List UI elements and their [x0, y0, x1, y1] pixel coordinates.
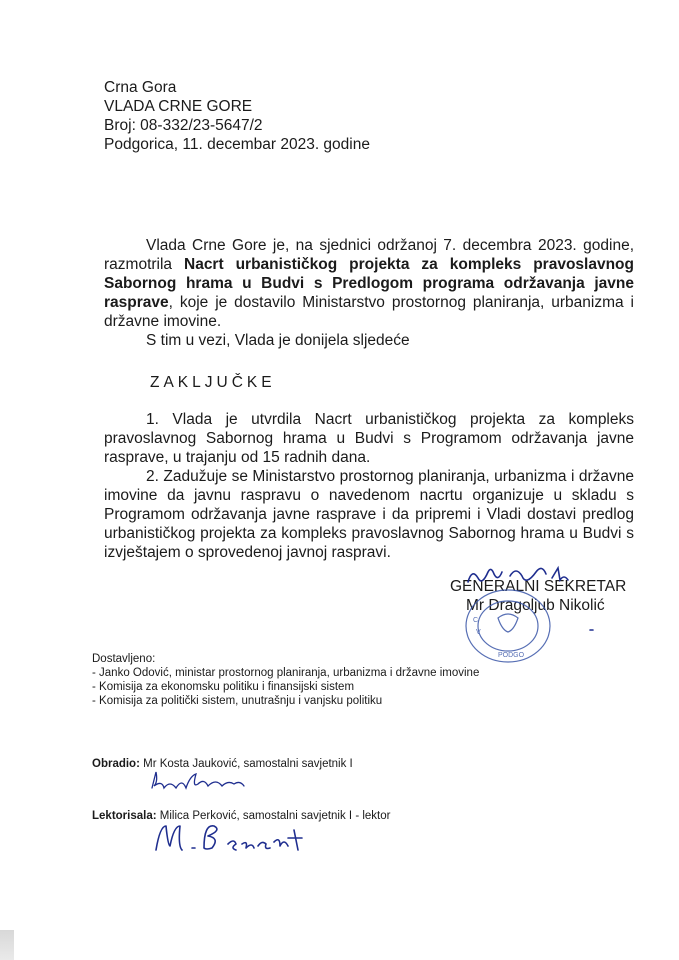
signature-name: Mr Dragoljub Nikolić: [466, 597, 605, 614]
handwritten-signature-proofread: [148, 818, 318, 858]
intro-text-a: Vlada Crne Gore je, na sjednici održanoj 7. decembra 2023. godine, razmotrila: [104, 237, 634, 273]
intro-text-b: , koje je dostavilo Ministarstvo prostornog planiranja, urbanizma i državne imovine.: [104, 294, 634, 330]
distribution-item: - Komisija za politički sistem, unutrašnju i vanjsku politiku: [92, 695, 383, 707]
distribution-item: - Komisija za ekonomsku politiku i finansijski sistem: [92, 681, 355, 693]
scan-edge-artifact: [0, 930, 14, 960]
svg-text:V: V: [476, 629, 481, 636]
processed-by-value: Mr Kosta Jauković, samostalni savjetnik I: [139, 758, 353, 770]
conclusion-item-2: 2. Zadužuje se Ministarstvo prostornog planiranja, urbanizma i državne imovine da javnu raspravu o navedenom nacrtu organizuje u skladu s Programom održavanja javne rasprave i da pripremi i Vladi dostavi predlog urbanističkog projekta za kompleks pravoslavnog Sabornog hrama u Budvi s izvještajem o sprovedenoj javnoj raspravi.: [104, 468, 634, 561]
intro-bold-subject: Nacrt urbanističkog projekta za kompleks pravoslavnog Sabornog hrama u Budvi s Predlogom programa održavanja javne rasprave: [104, 256, 634, 311]
reference-number: Broj: 08-332/23-5647/2: [104, 117, 263, 134]
country-line: Crna Gora: [104, 79, 177, 96]
proofread-by-label: Lektorisala:: [92, 810, 157, 822]
processed-by-label: Obradio:: [92, 758, 140, 770]
date-line: Podgorica, 11. decembar 2023. godine: [104, 136, 370, 153]
handwritten-signature-processed: [148, 766, 258, 796]
distribution-item: - Janko Odović, ministar prostornog planiranja, urbanizma i državne imovine: [92, 667, 480, 679]
distribution-block: [92, 652, 479, 708]
conclusion-item-1: 1. Vlada je utvrdila Nacrt urbanističkog projekta za kompleks pravoslavnog Sabornog hrama u Budvi s Programom održavanja javne rasprave, u trajanju od 15 radnih dana.: [104, 411, 634, 466]
signature-title: GENERALNI SEKRETAR: [450, 578, 627, 595]
government-line: VLADA CRNE GORE: [104, 98, 253, 115]
distribution-label: Dostavljeno:: [92, 653, 156, 665]
header-block: [104, 78, 370, 154]
svg-text:PODGO: PODGO: [498, 652, 525, 659]
svg-text:C: C: [473, 617, 479, 624]
intro-paragraph: [104, 236, 634, 331]
proofread-by-value: Milica Perković, samostalni savjetnik I - lektor: [156, 810, 391, 822]
conclusions-title: ZAKLJUČKE: [150, 374, 276, 391]
intro-line-2: S tim u vezi, Vlada je donijela sljedeće: [146, 332, 410, 349]
